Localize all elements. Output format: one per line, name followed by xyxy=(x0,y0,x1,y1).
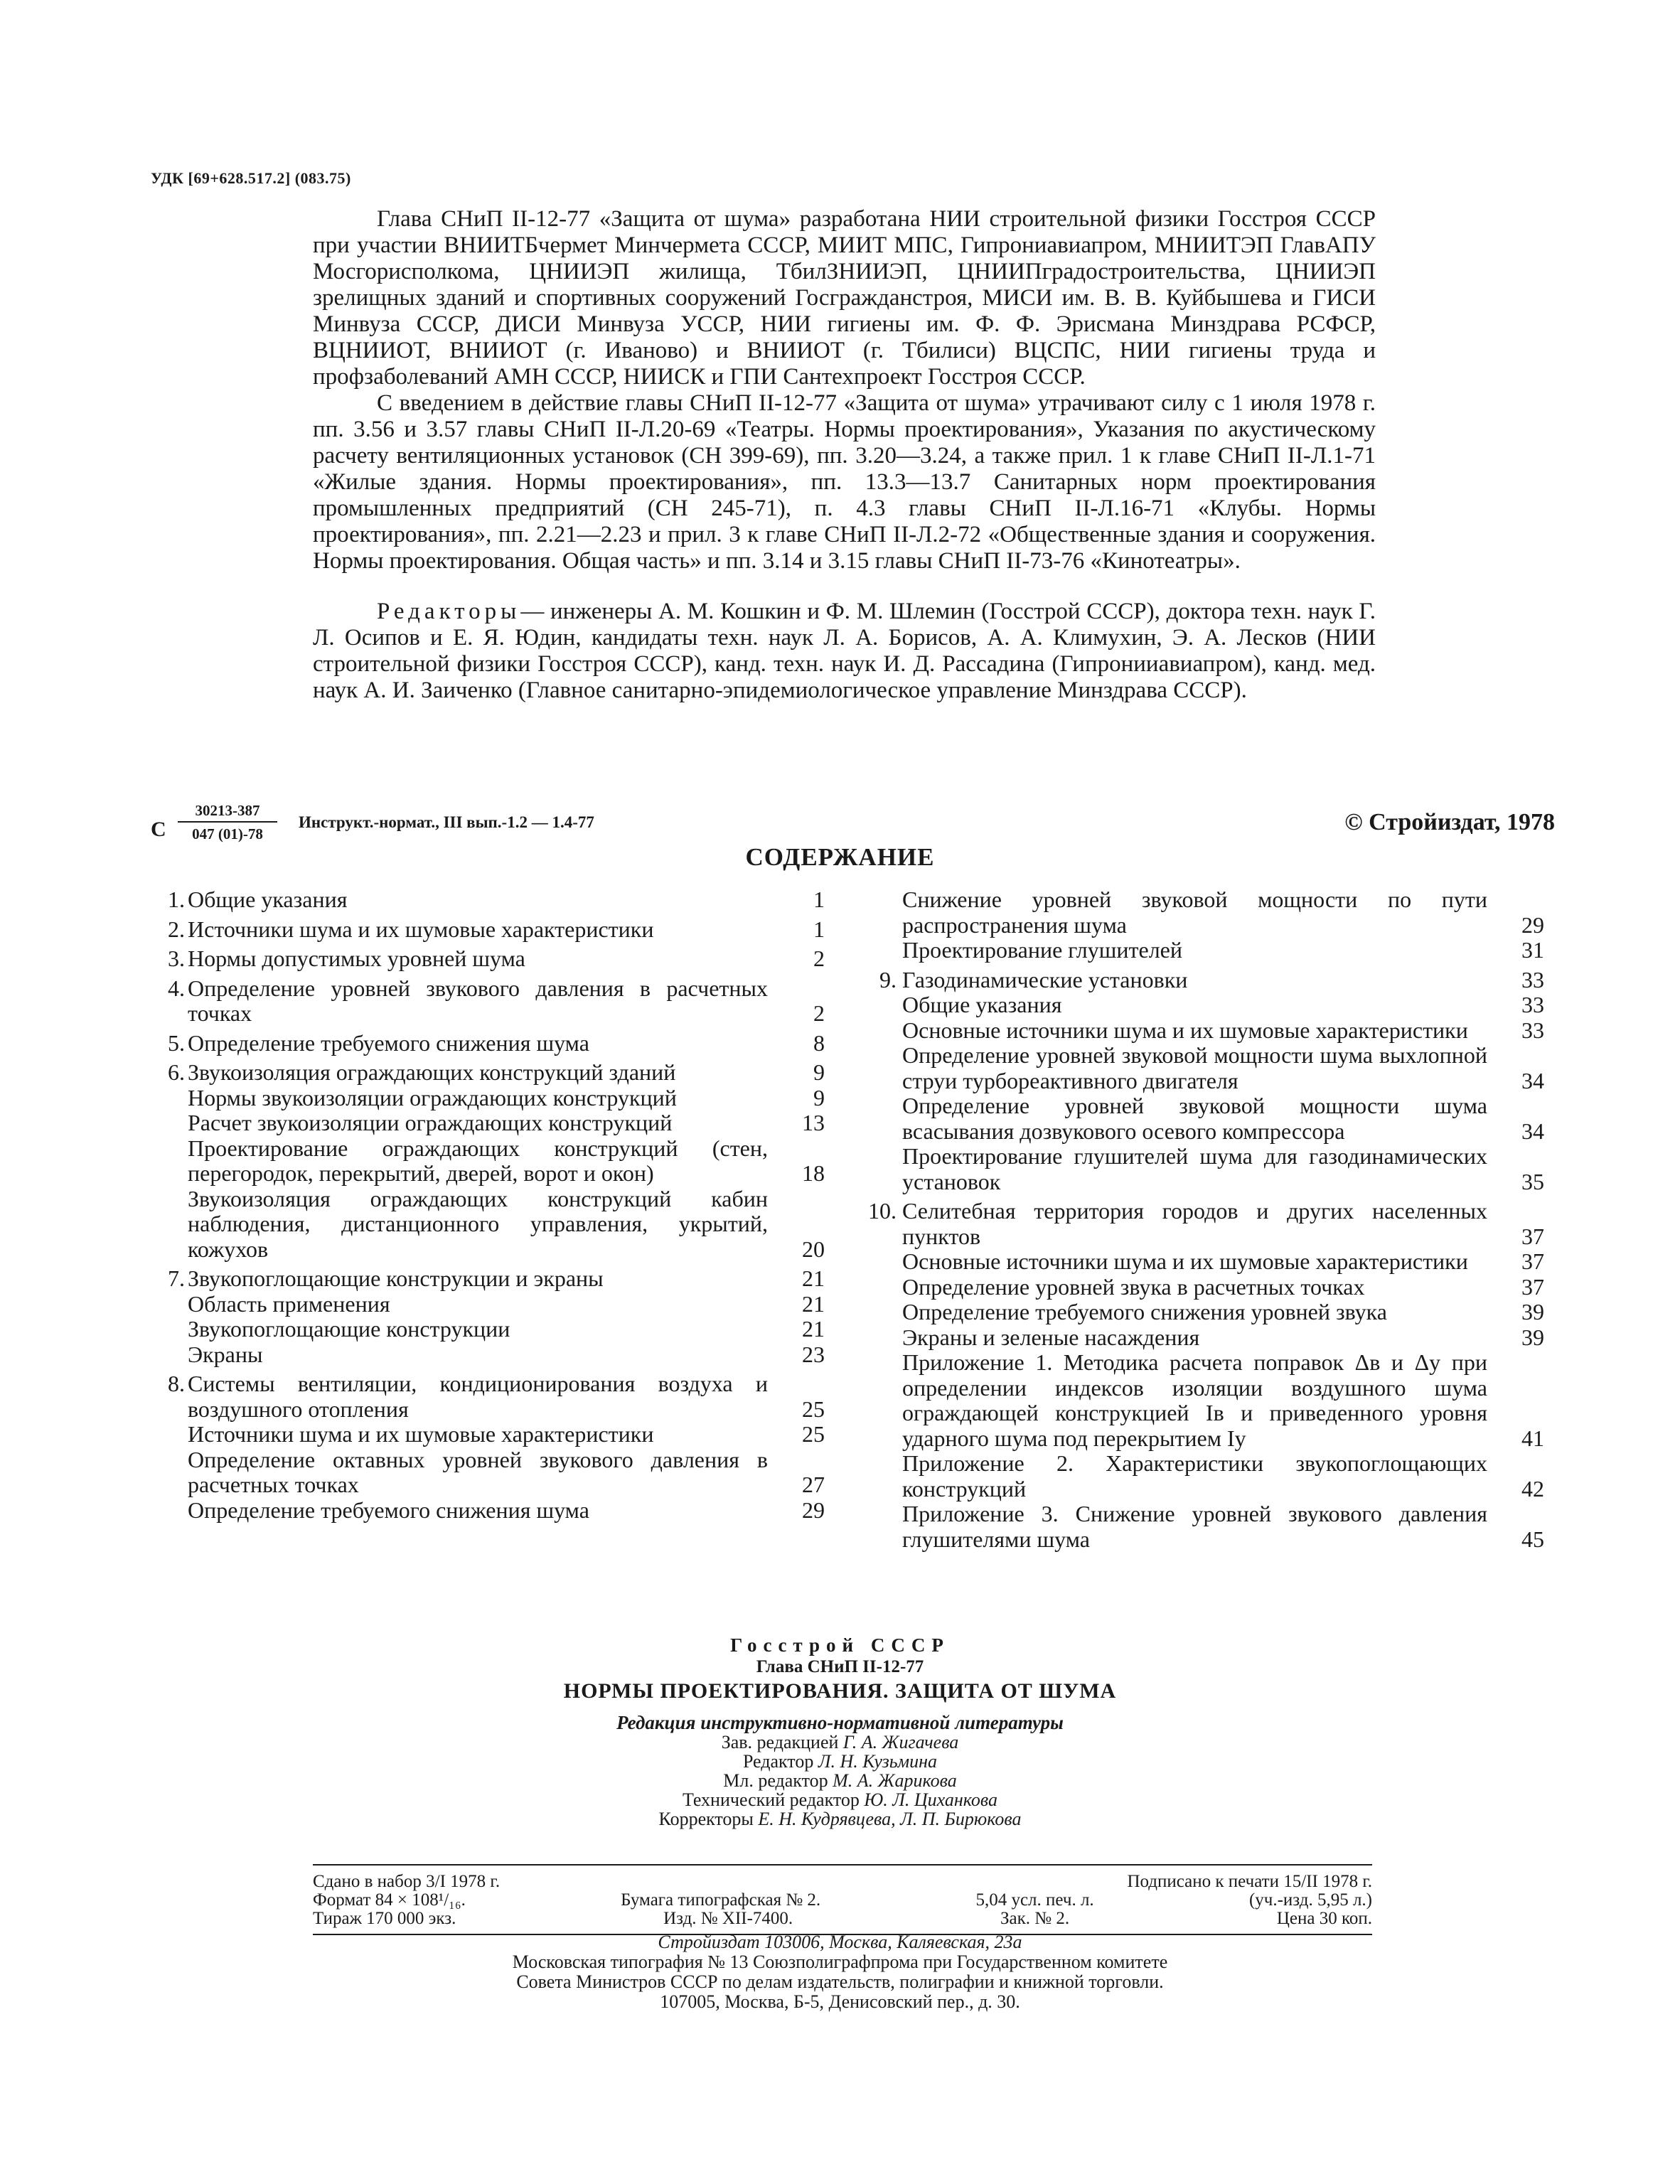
staff-name: Е. Н. Кудрявцева, Л. П. Бирюкова xyxy=(758,1809,1022,1829)
toc-entry xyxy=(844,1451,1544,1502)
toc-entry-page: 9 xyxy=(813,1059,825,1085)
toc-entry-title: Нормы звукоизоляции ограждающих конструкций xyxy=(188,1084,677,1110)
toc-entry-page: 2 xyxy=(813,946,825,971)
toc-right-column xyxy=(844,887,1544,1552)
toc-entry xyxy=(844,1093,1544,1144)
staff-line xyxy=(0,1809,1680,1829)
toc-entry-title: Приложение 3. Снижение уровней звукового давления глушителями шума xyxy=(902,1501,1487,1552)
print-info-row xyxy=(313,1891,1372,1910)
toc-entry-page: 37 xyxy=(1521,1273,1544,1300)
toc-entry-title: Селитебная территория городов и других населенных пунктов xyxy=(902,1198,1487,1249)
udk-code: УДК [69+628.517.2] (083.75) xyxy=(151,169,351,187)
toc-entry xyxy=(844,1249,1544,1275)
intro-paragraph-superseded: С введением в действие главы СНиП II-12-77 «Защита от шума» утрачивают силу с 1 июля 1978 г. пп. 3.56 и 3.57 главы СНиП II-Л.20-69 «Театры. Нормы проектирования», Указания по акустическому расчету вентиляционных установок (СН 399-69), пп. 3.20—3.24, а также прил. 1 к главе СНиП II-Л.1-71 «Жилые здания. Нормы проектирования», пп. 13.3—13.7 Санитарных норм проектирования промышленных предприятий (СН 245-71), п. 4.3 главы СНиП II-Л.16-71 «Клубы. Нормы проектирования», пп. 2.21—2.23 и прил. 3 к главе СНиП II-Л.2-72 «Общественные здания и сооружения. Нормы проектирования. Общая часть» и пп. 3.14 и 3.15 главы СНиП II-73-76 «Кинотеатры». xyxy=(313,390,1376,574)
toc-entry-number: 3. xyxy=(168,946,185,971)
toc-entry-page: 20 xyxy=(802,1236,825,1262)
toc-entry-number: 8. xyxy=(168,1371,185,1396)
toc-entry xyxy=(151,887,825,913)
toc-entry xyxy=(844,1350,1544,1451)
toc-entry-title: Снижение уровней звуковой мощности по пути распространения шума xyxy=(902,887,1487,938)
toc-entry-title: Определение требуемого снижения шума xyxy=(188,1029,589,1056)
toc-entry xyxy=(844,1144,1544,1194)
toc-entry-page: 33 xyxy=(1521,992,1544,1017)
staff-name: Ю. Л. Циханкова xyxy=(864,1789,998,1810)
toc-entry-page: 45 xyxy=(1521,1526,1544,1552)
toc-entry-page: 9 xyxy=(813,1084,825,1110)
toc-entry-page: 25 xyxy=(802,1421,825,1447)
staff-role: Корректоры xyxy=(658,1809,754,1829)
typeset-date: Сдано в набор 3/I 1978 г. xyxy=(313,1872,501,1891)
staff-line xyxy=(0,1790,1680,1809)
paper: Бумага типографская № 2. xyxy=(621,1890,821,1910)
toc-entry-page: 34 xyxy=(1521,1067,1544,1093)
toc-entry xyxy=(151,917,825,943)
toc-entry-page: 25 xyxy=(802,1396,825,1422)
intro-paragraph-developers: Глава СНиП II-12-77 «Защита от шума» разработана НИИ строительной физики Госстроя СССР при участии ВНИИТБчермет Минчермета СССР, МИИТ МПС, Гипрониавиапром, МНИИТЭП ГлавАПУ Мосгорисполкома, ЦНИИЭП жилища, ТбилЗНИИЭП, ЦНИИПградостроительства, ЦНИИЭП зрелищных зданий и спортивных сооружений Госгражданстроя, МИСИ им. В. В. Куйбышева и ГИСИ Минвуза СССР, ДИСИ Минвуза УССР, НИИ гигиены им. Ф. Ф. Эрисмана Минздрава РСФСР, ВЦНИИОТ, ВНИИОТ (г. Иваново) и ВНИИОТ (г. Тбилиси) ВЦСПС, НИИ гигиены труда и профзаболеваний АМН СССР, НИИСК и ГПИ Сантехпроект Госстроя СССР. xyxy=(313,206,1376,390)
toc-entry-title: Газодинамические установки xyxy=(902,966,1188,992)
toc-entry-page: 41 xyxy=(1521,1425,1544,1451)
toc-entry-title: Общие указания xyxy=(188,887,348,912)
publisher-sheets: (уч.-изд. 5,95 л.) xyxy=(1248,1890,1372,1910)
toc-entry-page: 31 xyxy=(1521,937,1544,963)
toc-entry-number: 9. xyxy=(879,966,897,992)
imprint-redaction: Редакция инструктивно-нормативной литературы xyxy=(616,1712,1064,1733)
toc-entry-page: 27 xyxy=(802,1472,825,1497)
toc-entry-title: Звукоизоляция ограждающих конструкций кабин наблюдения, дистанционного управления, укрытий, кожухов xyxy=(188,1185,768,1262)
toc-entry-title: Основные источники шума и их шумовые характеристики xyxy=(902,1017,1468,1043)
toc-entry-title: Системы вентиляции, кондиционирования воздуха и воздушного отопления xyxy=(188,1371,768,1422)
toc-entry xyxy=(844,1325,1544,1351)
toc-entry-title: Определение требуемого снижения уровней звука xyxy=(902,1299,1387,1324)
order-number: Зак. № 2. xyxy=(1000,1909,1070,1928)
copyright: © Стройиздат, 1978 xyxy=(1344,809,1555,835)
staff-role: Технический редактор xyxy=(682,1789,860,1810)
toc-entry xyxy=(844,1502,1544,1552)
toc-entry xyxy=(151,1187,825,1263)
publisher-index-fraction xyxy=(178,802,277,843)
intro-paragraph-editors xyxy=(313,599,1376,704)
staff-line xyxy=(0,1771,1680,1790)
toc-entry-page: 13 xyxy=(802,1110,825,1135)
toc-title: СОДЕРЖАНИЕ xyxy=(745,843,935,871)
toc-entry-page: 37 xyxy=(1521,1248,1544,1274)
staff-line xyxy=(0,1733,1680,1752)
toc-entry-number: 1. xyxy=(168,887,185,912)
imprint-staff xyxy=(0,1713,1680,1829)
print-info-box xyxy=(313,1864,1372,1935)
staff-name: М. А. Жарикова xyxy=(833,1770,957,1791)
toc-entry-page: 42 xyxy=(1521,1475,1544,1502)
toc-entry xyxy=(151,1031,825,1056)
toc-entry-title: Звукопоглощающие конструкции и экраны xyxy=(188,1265,604,1291)
toc-entry xyxy=(844,968,1544,993)
intro-text xyxy=(313,206,1376,704)
printer-line: Совета Министров СССР по делам издательств, полиграфии и книжной торговли. xyxy=(516,1971,1164,1992)
publisher-index-denominator: 047 (01)-78 xyxy=(192,825,263,842)
toc-entry xyxy=(151,1422,825,1447)
toc-entry-page: 8 xyxy=(813,1029,825,1056)
toc-entry xyxy=(844,1275,1544,1300)
toc-entry xyxy=(151,1110,825,1136)
imprint-org: Госстрой СССР xyxy=(730,1634,950,1656)
edition-number: Изд. № XII-7400. xyxy=(663,1909,793,1928)
toc-entry-page: 33 xyxy=(1521,1017,1544,1043)
toc-entry-title: Проектирование глушителей xyxy=(902,937,1182,963)
toc-entry-page: 1 xyxy=(813,916,825,942)
toc-entry xyxy=(151,946,825,972)
toc-entry-page: 34 xyxy=(1521,1118,1544,1144)
toc-entry-title: Определение уровней звукового давления в расчетных точках xyxy=(188,975,768,1026)
toc-entry-page: 29 xyxy=(802,1497,825,1523)
toc-entry xyxy=(844,1043,1544,1093)
toc-entry xyxy=(844,1018,1544,1044)
toc-entry-page: 21 xyxy=(802,1265,825,1291)
toc-entry-number: 10. xyxy=(868,1198,897,1224)
toc-entry xyxy=(151,1498,825,1524)
toc-entry-page: 39 xyxy=(1521,1299,1544,1324)
toc-entry-number: 7. xyxy=(168,1265,185,1291)
toc-entry-title: Область применения xyxy=(188,1290,390,1317)
toc-entry-number: 4. xyxy=(168,975,185,1001)
toc-entry-title: Определение октавных уровней звукового давления в расчетных точках xyxy=(188,1446,768,1497)
toc-entry-title: Звукопоглощающие конструкции xyxy=(188,1316,510,1342)
toc-entry xyxy=(151,1060,825,1086)
printer-line: Московская типография № 13 Союзполиграфпрома при Государственном комитете xyxy=(512,1952,1168,1972)
toc-entry xyxy=(844,1300,1544,1325)
toc-entry-title: Проектирование ограждающих конструкций (стен, перегородок, перекрытий, дверей, ворот и окон) xyxy=(188,1135,768,1186)
toc-left-column xyxy=(151,887,825,1523)
publisher-instruction-code: Инструкт.-нормат., III вып.-1.2 — 1.4-77 xyxy=(299,813,594,831)
toc-entry xyxy=(151,1292,825,1317)
toc-entry xyxy=(844,887,1544,938)
toc-entry xyxy=(151,1342,825,1368)
toc-entry-title: Общие указания xyxy=(902,992,1062,1017)
editors-label: Редакторы xyxy=(377,599,521,624)
toc-entry-title: Проектирование глушителей шума для газодинамических установок xyxy=(902,1143,1487,1194)
staff-role: Редактор xyxy=(742,1751,814,1772)
toc-entry xyxy=(844,992,1544,1018)
toc-entry-title: Приложение 1. Методика расчета поправок Δв и Δу при определении индексов изоляции воздушного шума ограждающей конструкцией Iв и приведенного уровня ударного шума под перекрытием Iу xyxy=(902,1349,1487,1451)
signed-date: Подписано к печати 15/II 1978 г. xyxy=(1127,1872,1372,1891)
toc-entry-title: Нормы допустимых уровней шума xyxy=(188,946,525,971)
print-info-row xyxy=(313,1910,1372,1928)
toc-entry xyxy=(151,976,825,1027)
toc-entry-title: Приложение 2. Характеристики звукопоглощающих конструкций xyxy=(902,1450,1487,1502)
toc-entry xyxy=(844,1199,1544,1249)
toc-entry-title: Определение уровней звуковой мощности шума всасывания дозвукового осевого компрессора xyxy=(902,1093,1487,1144)
toc-entry-page: 37 xyxy=(1521,1223,1544,1249)
toc-entry-title: Экраны xyxy=(188,1341,263,1367)
toc-entry-title: Определение уровней звука в расчетных точках xyxy=(902,1273,1365,1300)
printer-address: 107005, Москва, Б-5, Денисовский пер., д. 30. xyxy=(660,1991,1020,2012)
toc-entry-title: Звукоизоляция ограждающих конструкций зданий xyxy=(188,1059,676,1085)
publisher-address: Стройиздат 103006, Москва, Каляевская, 23а xyxy=(658,1932,1022,1952)
print-run: Тираж 170 000 экз. xyxy=(313,1909,456,1928)
publisher-index-numerator: 30213-387 xyxy=(178,802,277,823)
editors-text: — инженеры А. М. Кошкин и Ф. М. Шлемин (Госстрой СССР), доктора техн. наук Г. Л. Осипов и Е. Я. Юдин, кандидаты техн. наук Л. А. Борисов, А. А. Климухин, Э. А. Лесков (НИИ строительной физики Госстроя СССР), канд. техн. наук И. Д. Рассадина (Гипронииавиапром), канд. мед. наук А. И. Заиченко (Главное санитарно-эпидемиологическое управление Минздрава СССР). xyxy=(313,599,1376,703)
imprint-title: НОРМЫ ПРОЕКТИРОВАНИЯ. ЗАЩИТА ОТ ШУМА xyxy=(563,1679,1117,1703)
imprint-glava: Глава СНиП II-12-77 xyxy=(756,1657,924,1676)
staff-line xyxy=(0,1752,1680,1771)
toc-entry-page: 21 xyxy=(802,1290,825,1317)
staff-role: Зав. редакцией xyxy=(721,1732,839,1752)
toc-entry xyxy=(151,1371,825,1422)
staff-role: Мл. редактор xyxy=(723,1770,828,1791)
format: Формат 84 × 108¹/₁₆. xyxy=(313,1890,466,1910)
toc-entry-page: 18 xyxy=(802,1160,825,1186)
staff-name: Л. Н. Кузьмина xyxy=(818,1751,938,1772)
toc-entry xyxy=(151,1136,825,1187)
toc-entry-title: Определение требуемого снижения шума xyxy=(188,1497,589,1523)
toc-entry-page: 35 xyxy=(1521,1168,1544,1194)
toc-entry-page: 21 xyxy=(802,1316,825,1342)
toc-entry-page: 39 xyxy=(1521,1324,1544,1350)
print-info-row xyxy=(313,1873,1372,1891)
toc-entry xyxy=(151,1317,825,1342)
toc-entry-number: 2. xyxy=(168,916,185,942)
toc-entry-title: Источники шума и их шумовые характеристики xyxy=(188,1421,654,1447)
toc-entry-title: Определение уровней звуковой мощности шума выхлопной струи турбореактивного двигателя xyxy=(902,1042,1487,1093)
toc-entry-page: 29 xyxy=(1521,911,1544,938)
toc-entry-page: 1 xyxy=(813,887,825,912)
toc-entry-page: 33 xyxy=(1521,966,1544,992)
toc-entry-title: Экраны и зеленые насаждения xyxy=(902,1324,1200,1350)
toc-entry xyxy=(151,1266,825,1292)
toc-entry-number: 5. xyxy=(168,1029,185,1056)
toc-entry-title: Расчет звукоизоляции ограждающих конструкций xyxy=(188,1110,673,1135)
toc-entry-title: Основные источники шума и их шумовые характеристики xyxy=(902,1248,1468,1274)
publisher-index-letter: С xyxy=(151,818,166,841)
imprint xyxy=(0,1634,1680,1829)
price: Цена 30 коп. xyxy=(1276,1909,1372,1928)
toc-entry xyxy=(844,938,1544,963)
printer-info xyxy=(0,1932,1680,2012)
toc-entry-title: Источники шума и их шумовые характеристики xyxy=(188,916,654,942)
toc-entry xyxy=(151,1086,825,1111)
printed-sheets: 5,04 усл. печ. л. xyxy=(975,1890,1094,1910)
toc-entry-number: 6. xyxy=(168,1059,185,1085)
toc-entry xyxy=(151,1447,825,1498)
toc-entry-page: 2 xyxy=(813,1000,825,1026)
staff-name: Г. А. Жигачева xyxy=(842,1732,959,1752)
toc-entry-page: 23 xyxy=(802,1341,825,1367)
